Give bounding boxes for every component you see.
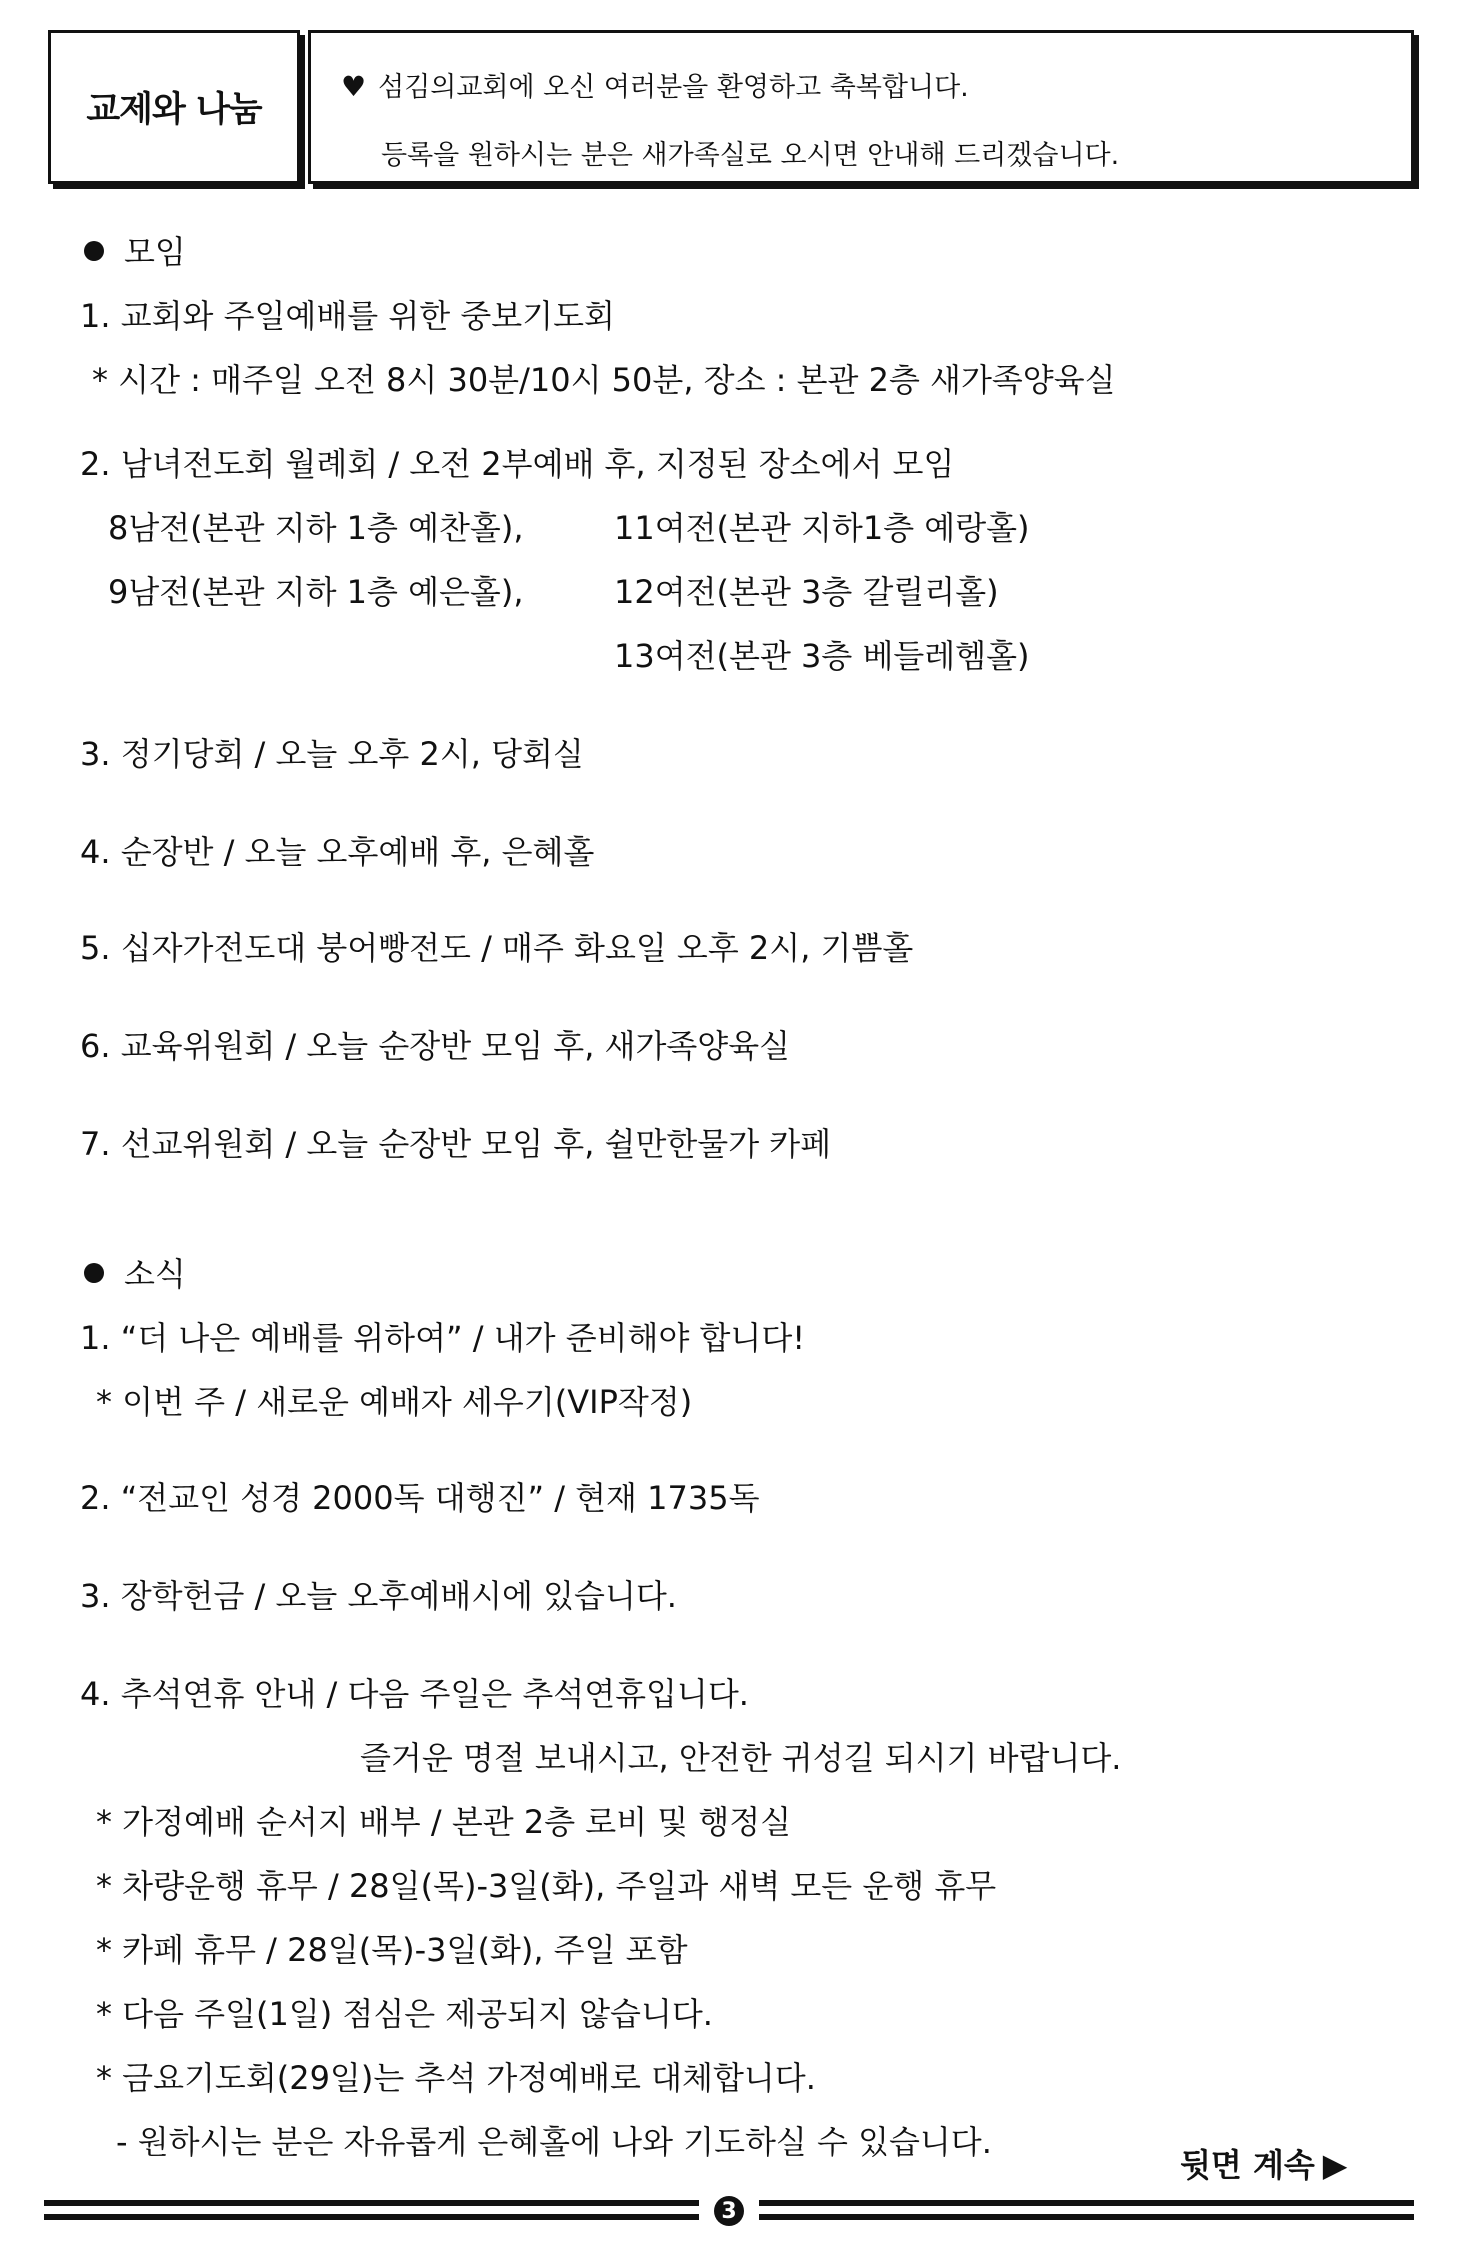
gathering-item: 1. 교회와 주일예배를 위한 중보기도회: [80, 297, 615, 335]
gathering-detail: 8남전(본관 지하 1층 예찬홀),: [108, 509, 524, 547]
page-number: 3: [714, 2196, 744, 2226]
news-detail: * 금요기도회(29일)는 추석 가정예배로 대체합니다.: [96, 2059, 816, 2097]
continue-note: 뒷면 계속 ▶: [1180, 2146, 1348, 2184]
gathering-item: 6. 교육위원회 / 오늘 순장반 모임 후, 새가족양육실: [80, 1027, 791, 1065]
news-detail: 즐거운 명절 보내시고, 안전한 귀성길 되시기 바랍니다.: [360, 1739, 1122, 1777]
footer-rule: [44, 2196, 1414, 2226]
welcome-box: [308, 30, 1414, 184]
divider: [759, 2214, 1414, 2220]
gathering-detail: 11여전(본관 지하1층 예랑홀): [614, 509, 1030, 547]
heart-icon: ♥: [341, 70, 367, 103]
divider: [44, 2200, 699, 2206]
news-detail: * 카페 휴무 / 28일(목)-3일(화), 주일 포함: [96, 1931, 688, 1969]
news-item: 4. 추석연휴 안내 / 다음 주일은 추석연휴입니다.: [80, 1675, 749, 1713]
news-item: 3. 장학헌금 / 오늘 오후예배시에 있습니다.: [80, 1577, 677, 1615]
news-item: 2. “전교인 성경 2000독 대행진” / 현재 1735독: [80, 1479, 760, 1517]
bullet-icon: [84, 241, 104, 261]
news-detail: * 가정예배 순서지 배부 / 본관 2층 로비 및 행정실: [96, 1803, 792, 1841]
news-detail: * 이번 주 / 새로운 예배자 세우기(VIP작정): [96, 1383, 693, 1421]
gathering-item: 5. 십자가전도대 붕어빵전도 / 매주 화요일 오후 2시, 기쁨홀: [80, 929, 914, 967]
gathering-item: 7. 선교위원회 / 오늘 순장반 모임 후, 쉴만한물가 카페: [80, 1125, 832, 1163]
gatherings-heading: 모임: [84, 236, 186, 268]
bullet-icon: [84, 1263, 104, 1283]
gathering-item: 3. 정기당회 / 오늘 오후 2시, 당회실: [80, 735, 584, 773]
news-item: 1. “더 나은 예배를 위하여” / 내가 준비해야 합니다!: [80, 1319, 806, 1357]
news-detail: * 다음 주일(1일) 점심은 제공되지 않습니다.: [96, 1995, 713, 2033]
gathering-detail: 12여전(본관 3층 갈릴리홀): [614, 573, 999, 611]
gathering-item: 4. 순장반 / 오늘 오후예배 후, 은혜홀: [80, 833, 595, 871]
news-detail: * 차량운행 휴무 / 28일(목)-3일(화), 주일과 새벽 모든 운행 휴무: [96, 1867, 997, 1905]
section-title-box: [48, 30, 300, 184]
gathering-detail: 9남전(본관 지하 1층 예은홀),: [108, 573, 524, 611]
divider: [759, 2200, 1414, 2206]
gathering-item: 2. 남녀전도회 월례회 / 오전 2부예배 후, 지정된 장소에서 모임: [80, 445, 955, 483]
welcome-line-2: 등록을 원하시는 분은 새가족실로 오시면 안내해 드리겠습니다.: [381, 140, 1120, 171]
divider: [44, 2214, 699, 2220]
gathering-detail: 13여전(본관 3층 베들레헴홀): [614, 637, 1030, 675]
news-heading: 소식: [84, 1258, 186, 1290]
welcome-line-1: ♥ 섬김의교회에 오신 여러분을 환영하고 축복합니다.: [341, 70, 969, 103]
section-title: 교제와 나눔: [86, 90, 262, 130]
arrow-right-icon: ▶: [1322, 2146, 1348, 2184]
news-detail: - 원하시는 분은 자유롭게 은혜홀에 나와 기도하실 수 있습니다.: [116, 2123, 992, 2161]
gathering-detail: * 시간 : 매주일 오전 8시 30분/10시 50분, 장소 : 본관 2층 새가족양육실: [92, 361, 1116, 399]
